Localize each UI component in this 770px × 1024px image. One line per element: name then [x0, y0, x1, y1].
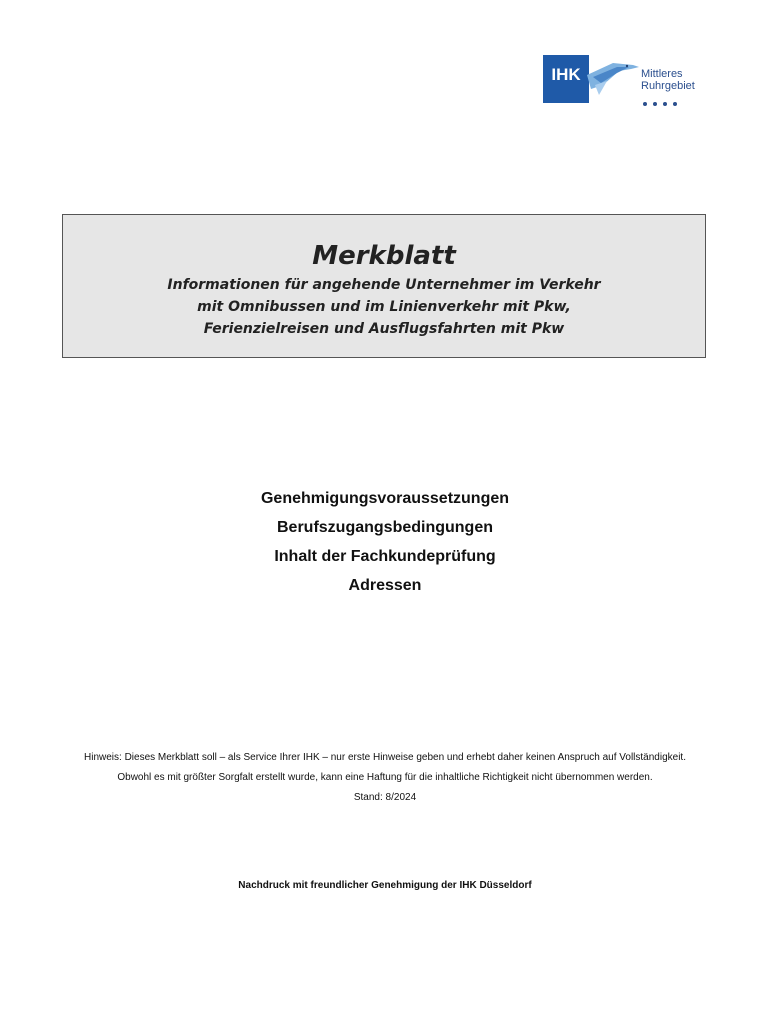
topic-genehmigungsvoraussetzungen: Genehmigungsvoraussetzungen — [260, 490, 510, 507]
topics-list — [0, 484, 770, 600]
document-title: Merkblatt — [312, 241, 456, 271]
logo-dot — [663, 102, 667, 106]
title-box — [62, 214, 706, 358]
kingfisher-bird-icon — [573, 55, 643, 103]
subtitle-line-2: mit Omnibussen und im Linienverkehr mit Pkw, — [197, 299, 571, 315]
note-line-1: Hinweis: Dieses Merkblatt soll – als Service Ihrer IHK – nur erste Hinweise geben und erhebt daher keinen Anspruch auf Vollständigkeit. — [84, 752, 686, 763]
topic-fachkundepruefung: Inhalt der Fachkundeprüfung — [274, 548, 496, 565]
logo-dot — [653, 102, 657, 106]
topic-adressen: Adressen — [348, 577, 422, 594]
ihk-logo-region-line2: Ruhrgebiet — [641, 80, 695, 92]
note-line-2: Obwohl es mit größter Sorgfalt erstellt wurde, kann eine Haftung für die inhaltliche Richtigkeit nicht übernommen werden. — [117, 772, 653, 783]
subtitle-line-1: Informationen für angehende Unternehmer im Verkehr — [167, 277, 601, 293]
logo-dot — [673, 102, 677, 106]
logo-dot — [643, 102, 647, 106]
topic-berufszugangsbedingungen: Berufszugangsbedingungen — [277, 519, 493, 536]
note-stand: Stand: 8/2024 — [353, 792, 417, 803]
ihk-logo — [543, 55, 703, 105]
subtitle-line-3: Ferienzielreisen und Ausflugsfahrten mit Pkw — [203, 321, 565, 337]
footer-reprint-note: Nachdruck mit freundlicher Genehmigung der IHK Düsseldorf — [238, 880, 532, 891]
logo-dots — [643, 93, 683, 99]
ihk-logo-abbreviation: IHK — [551, 65, 581, 84]
disclaimer-note — [0, 748, 770, 808]
ihk-logo-region-line1: Mittleres — [641, 68, 683, 80]
